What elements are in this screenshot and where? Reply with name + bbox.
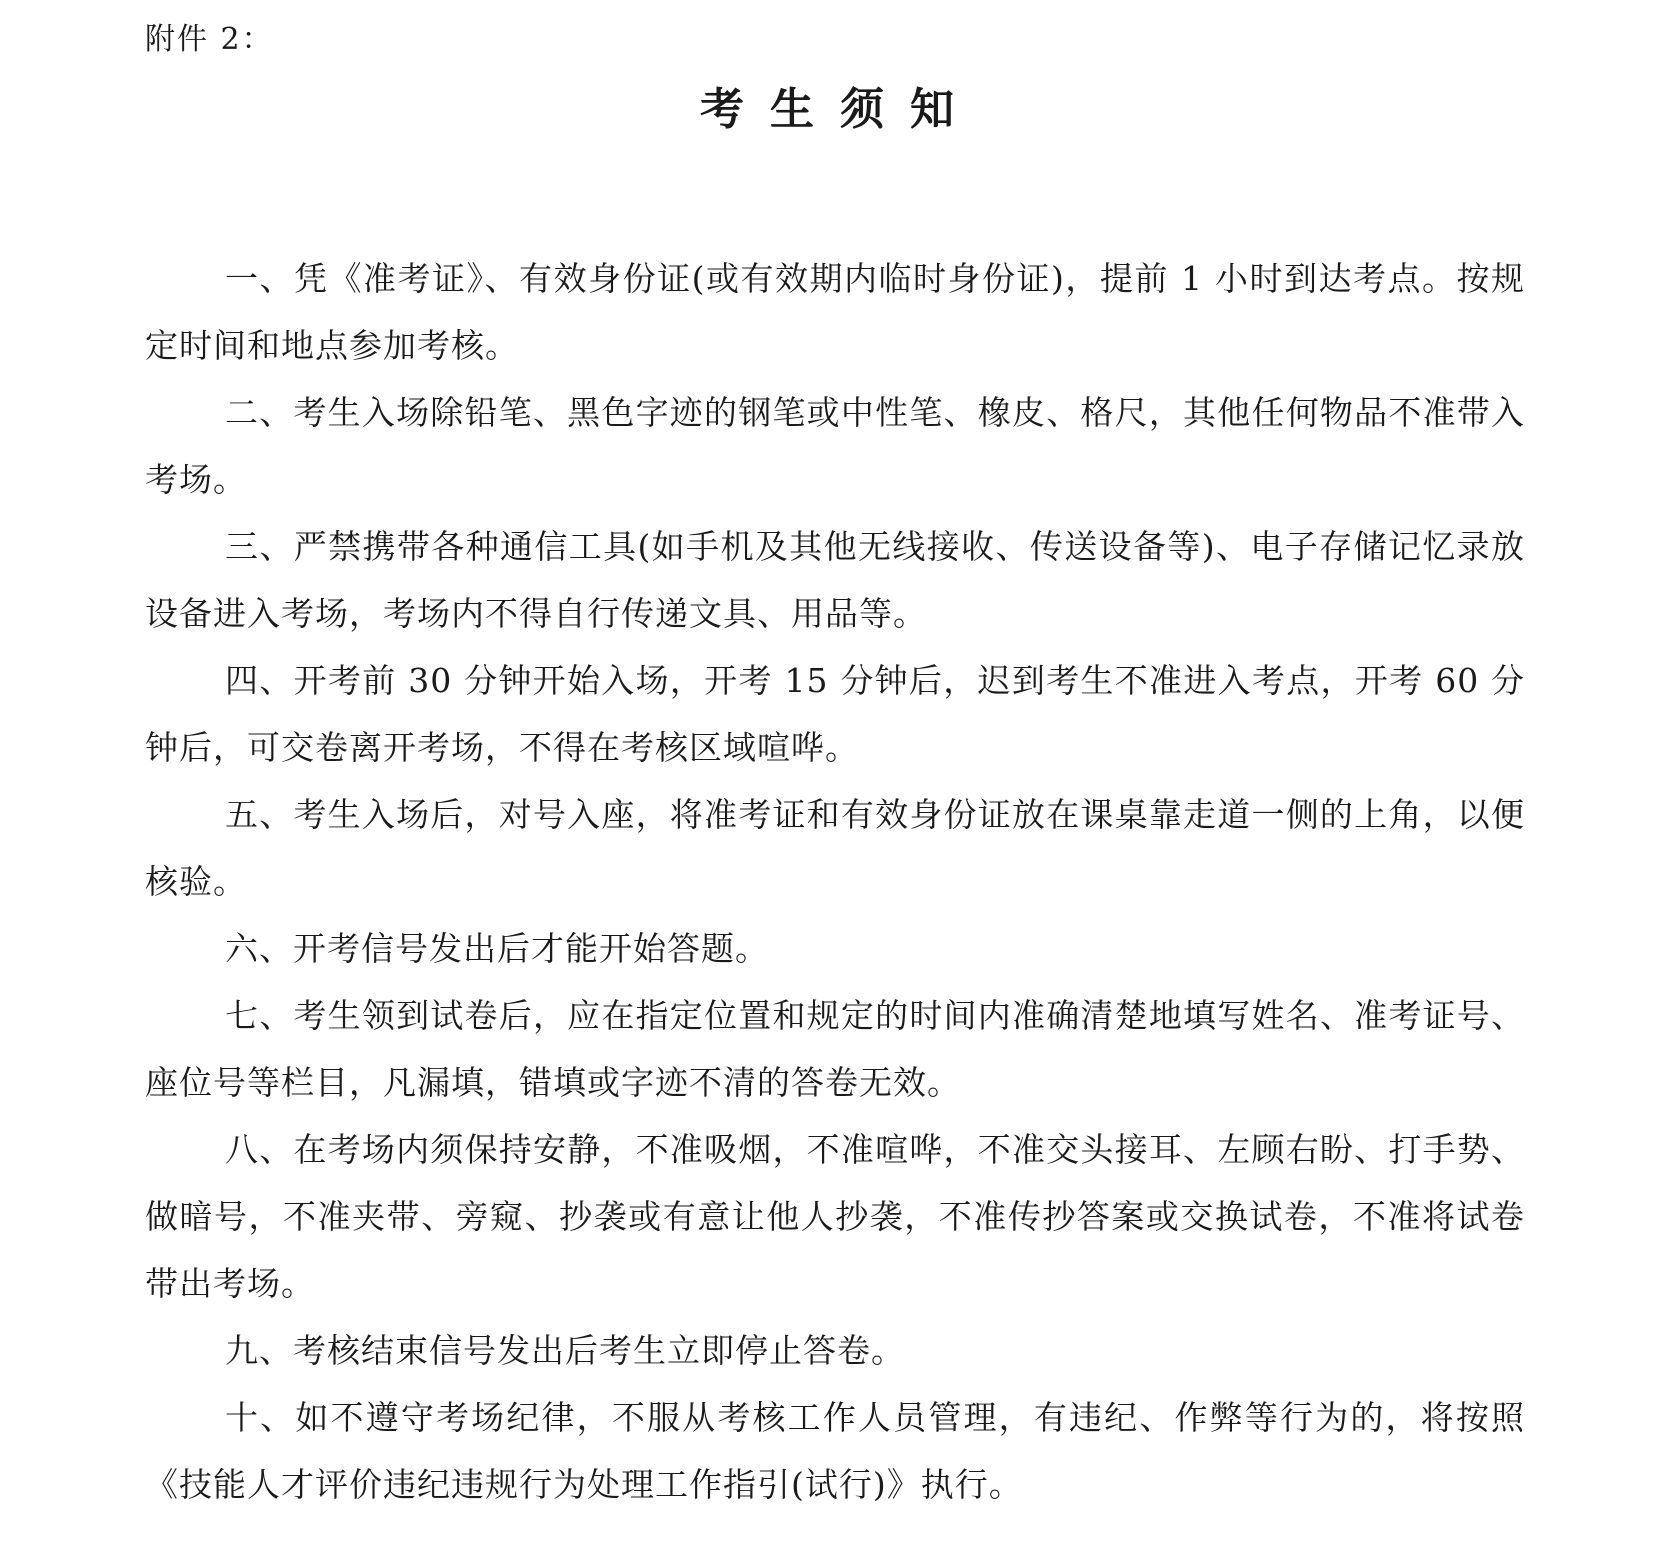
rule-paragraph-7: 七、考生领到试卷后，应在指定位置和规定的时间内准确清楚地填写姓名、准考证号、座位号等栏目，凡漏填，错填或字迹不清的答卷无效。 [145, 996, 1525, 1102]
page-title: 考生须知 [700, 84, 980, 135]
rule-paragraph-8: 八、在考场内须保持安静，不准吸烟，不准喧哗，不准交头接耳、左顾右盼、打手势、做暗号，不准夹带、旁窥、抄袭或有意让他人抄袭，不准传抄答案或交换试卷，不准将试卷带出考场。 [145, 1130, 1525, 1303]
rule-paragraph-3: 三、严禁携带各种通信工具(如手机及其他无线接收、传送设备等)、电子存储记忆录放设备进入考场，考场内不得自行传递文具、用品等。 [145, 527, 1525, 633]
rule-paragraph-5: 五、考生入场后，对号入座，将准考证和有效身份证放在课桌靠走道一侧的上角，以便核验。 [145, 795, 1525, 901]
document-body [145, 245, 1525, 1518]
attachment-label: 附件 2： [145, 22, 274, 57]
rule-paragraph-6: 六、开考信号发出后才能开始答题。 [225, 929, 769, 968]
rule-paragraph-1: 一、凭《准考证》、有效身份证(或有效期内临时身份证)，提前 1 小时到达考点。按规定时间和地点参加考核。 [145, 259, 1525, 365]
rule-paragraph-10: 十、如不遵守考场纪律，不服从考核工作人员管理，有违纪、作弊等行为的，将按照《技能人才评价违纪违规行为处理工作指引(试行)》执行。 [145, 1398, 1525, 1504]
rule-paragraph-2: 二、考生入场除铅笔、黑色字迹的钢笔或中性笔、橡皮、格尺，其他任何物品不准带入考场。 [145, 393, 1525, 499]
rule-paragraph-9: 九、考核结束信号发出后考生立即停止答卷。 [225, 1331, 905, 1370]
rule-paragraph-4: 四、开考前 30 分钟开始入场，开考 15 分钟后，迟到考生不准进入考点，开考 60 分钟后，可交卷离开考场，不得在考核区域喧哗。 [145, 661, 1525, 767]
